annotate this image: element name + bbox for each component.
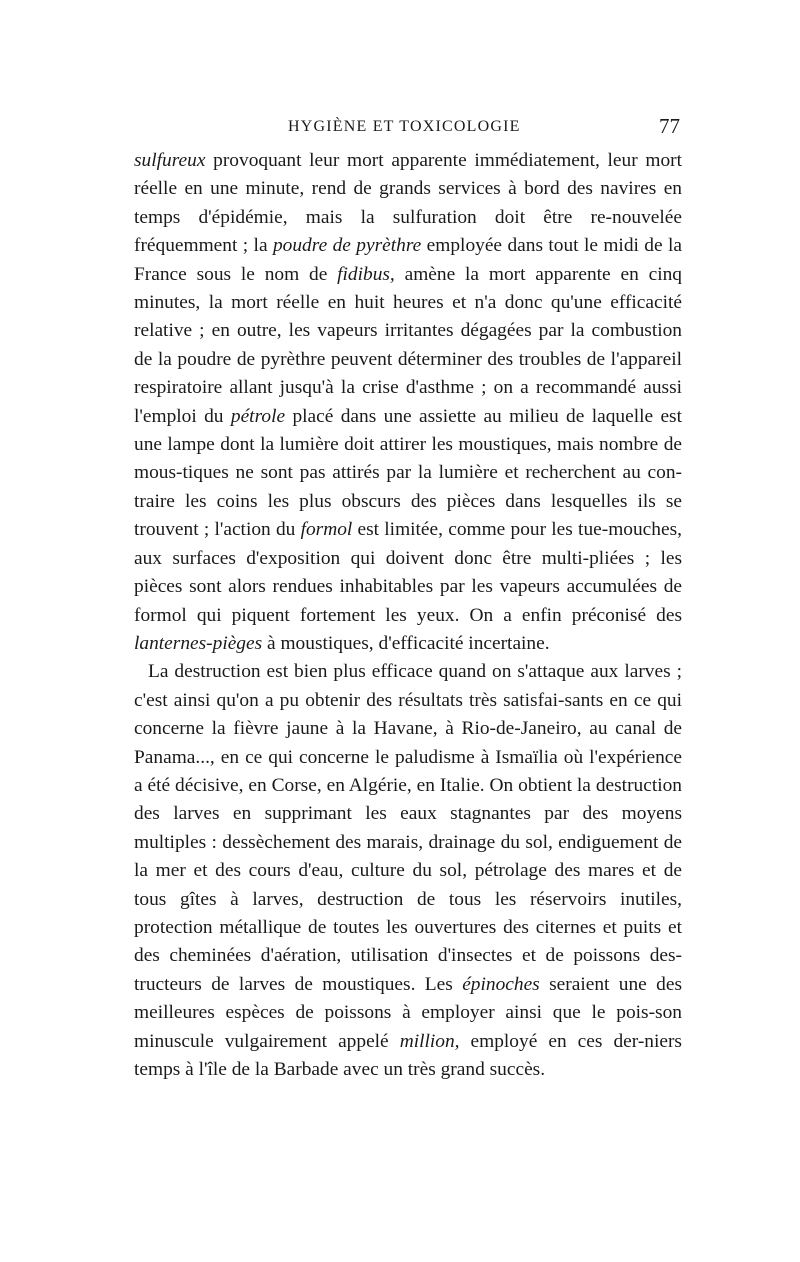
text-run: à moustiques, d'efficacité incertaine.	[262, 632, 550, 654]
text-run: provoquant leur mort apparente immédiatement, leur mort réelle en une minute, rend de grands services à bord des navires en temps d'épidémie, mais la sulfuration doit être re-nouvelée fréquemment ; la	[134, 150, 682, 257]
italic-term: poudre de pyrèthre	[272, 235, 422, 257]
page-header	[134, 114, 682, 142]
text-run: amène la mort apparente en cinq minutes, la mort réelle en huit heures et n'a donc qu'une efficacité relative ; en outre, les vapeurs irritantes dégagées par la combustion de la poudre de pyrèthre peuvent déterminer des troubles de l'appareil respiratoire allant jusqu'à la crise d'asthme ; on a recommandé aussi l'emploi du	[134, 263, 683, 427]
text-run: est limitée, comme pour les tue-mouches, aux surfaces d'exposition qui doivent donc être multi-pliées ; les pièces sont alors rendues inhabitables par les vapeurs accumulées de formol qui piquent fortement les yeux. On a enfin préconisé des	[134, 519, 682, 626]
italic-term: épinoches	[462, 973, 540, 995]
italic-term: fidibus,	[337, 263, 395, 285]
running-head: HYGIÈNE ET TOXICOLOGIE	[288, 118, 521, 135]
text-run: La destruction est bien plus efficace quand on s'attaque aux larves ; c'est ainsi qu'on a pu obtenir des résultats très satisfai-sants en ce qui concerne la fièvre jaune à la Havane, à Rio-de-Janeiro, au canal de Panama..., en ce qui concerne le paludisme à Ismaïlia où l'expérience a été décisive, en Corse, en Algérie, en Italie. On obtient la destruction des larves en supprimant les eaux stagnantes par des moyens multiples : dessèchement des marais, drainage du sol, endiguement de la mer et des cours d'eau, culture du sol, pétrolage des mares et de tous gîtes à larves, destruction de tous les réservoirs inutiles, protection métallique de toutes les ouvertures des citernes et puits et des cheminées d'aération, utilisation d'insectes et de poissons des-tructeurs de larves de moustiques. Les	[134, 661, 682, 995]
text-run: employé en ces der-niers temps à l'île de la Barbade avec un très grand succès.	[134, 1030, 682, 1080]
italic-term: million,	[399, 1030, 460, 1052]
text-run: employée dans tout le midi de la France sous le nom de	[134, 235, 682, 285]
italic-term: sulfureux	[134, 150, 206, 171]
paragraph-1	[134, 147, 682, 658]
italic-term: lanternes-pièges	[134, 632, 263, 654]
text-run: seraient une des meilleures espèces de poissons à employer ainsi que le pois-son minuscule vulgairement appelé	[134, 973, 682, 1052]
paragraph-2	[134, 658, 682, 1084]
italic-term: pétrole	[230, 405, 286, 427]
text-run: placé dans une assiette au milieu de laquelle est une lampe dont la lumière doit attirer les moustiques, mais nombre de mous-tiques ne sont pas attirés par la lumière et recherchent au con-traire les coins les plus obscurs des pièces dans lesquelles ils se trouvent ; l'action du	[134, 405, 682, 541]
body-text	[134, 147, 682, 1084]
page-number: 77	[659, 114, 680, 138]
italic-term: formol	[300, 519, 353, 541]
